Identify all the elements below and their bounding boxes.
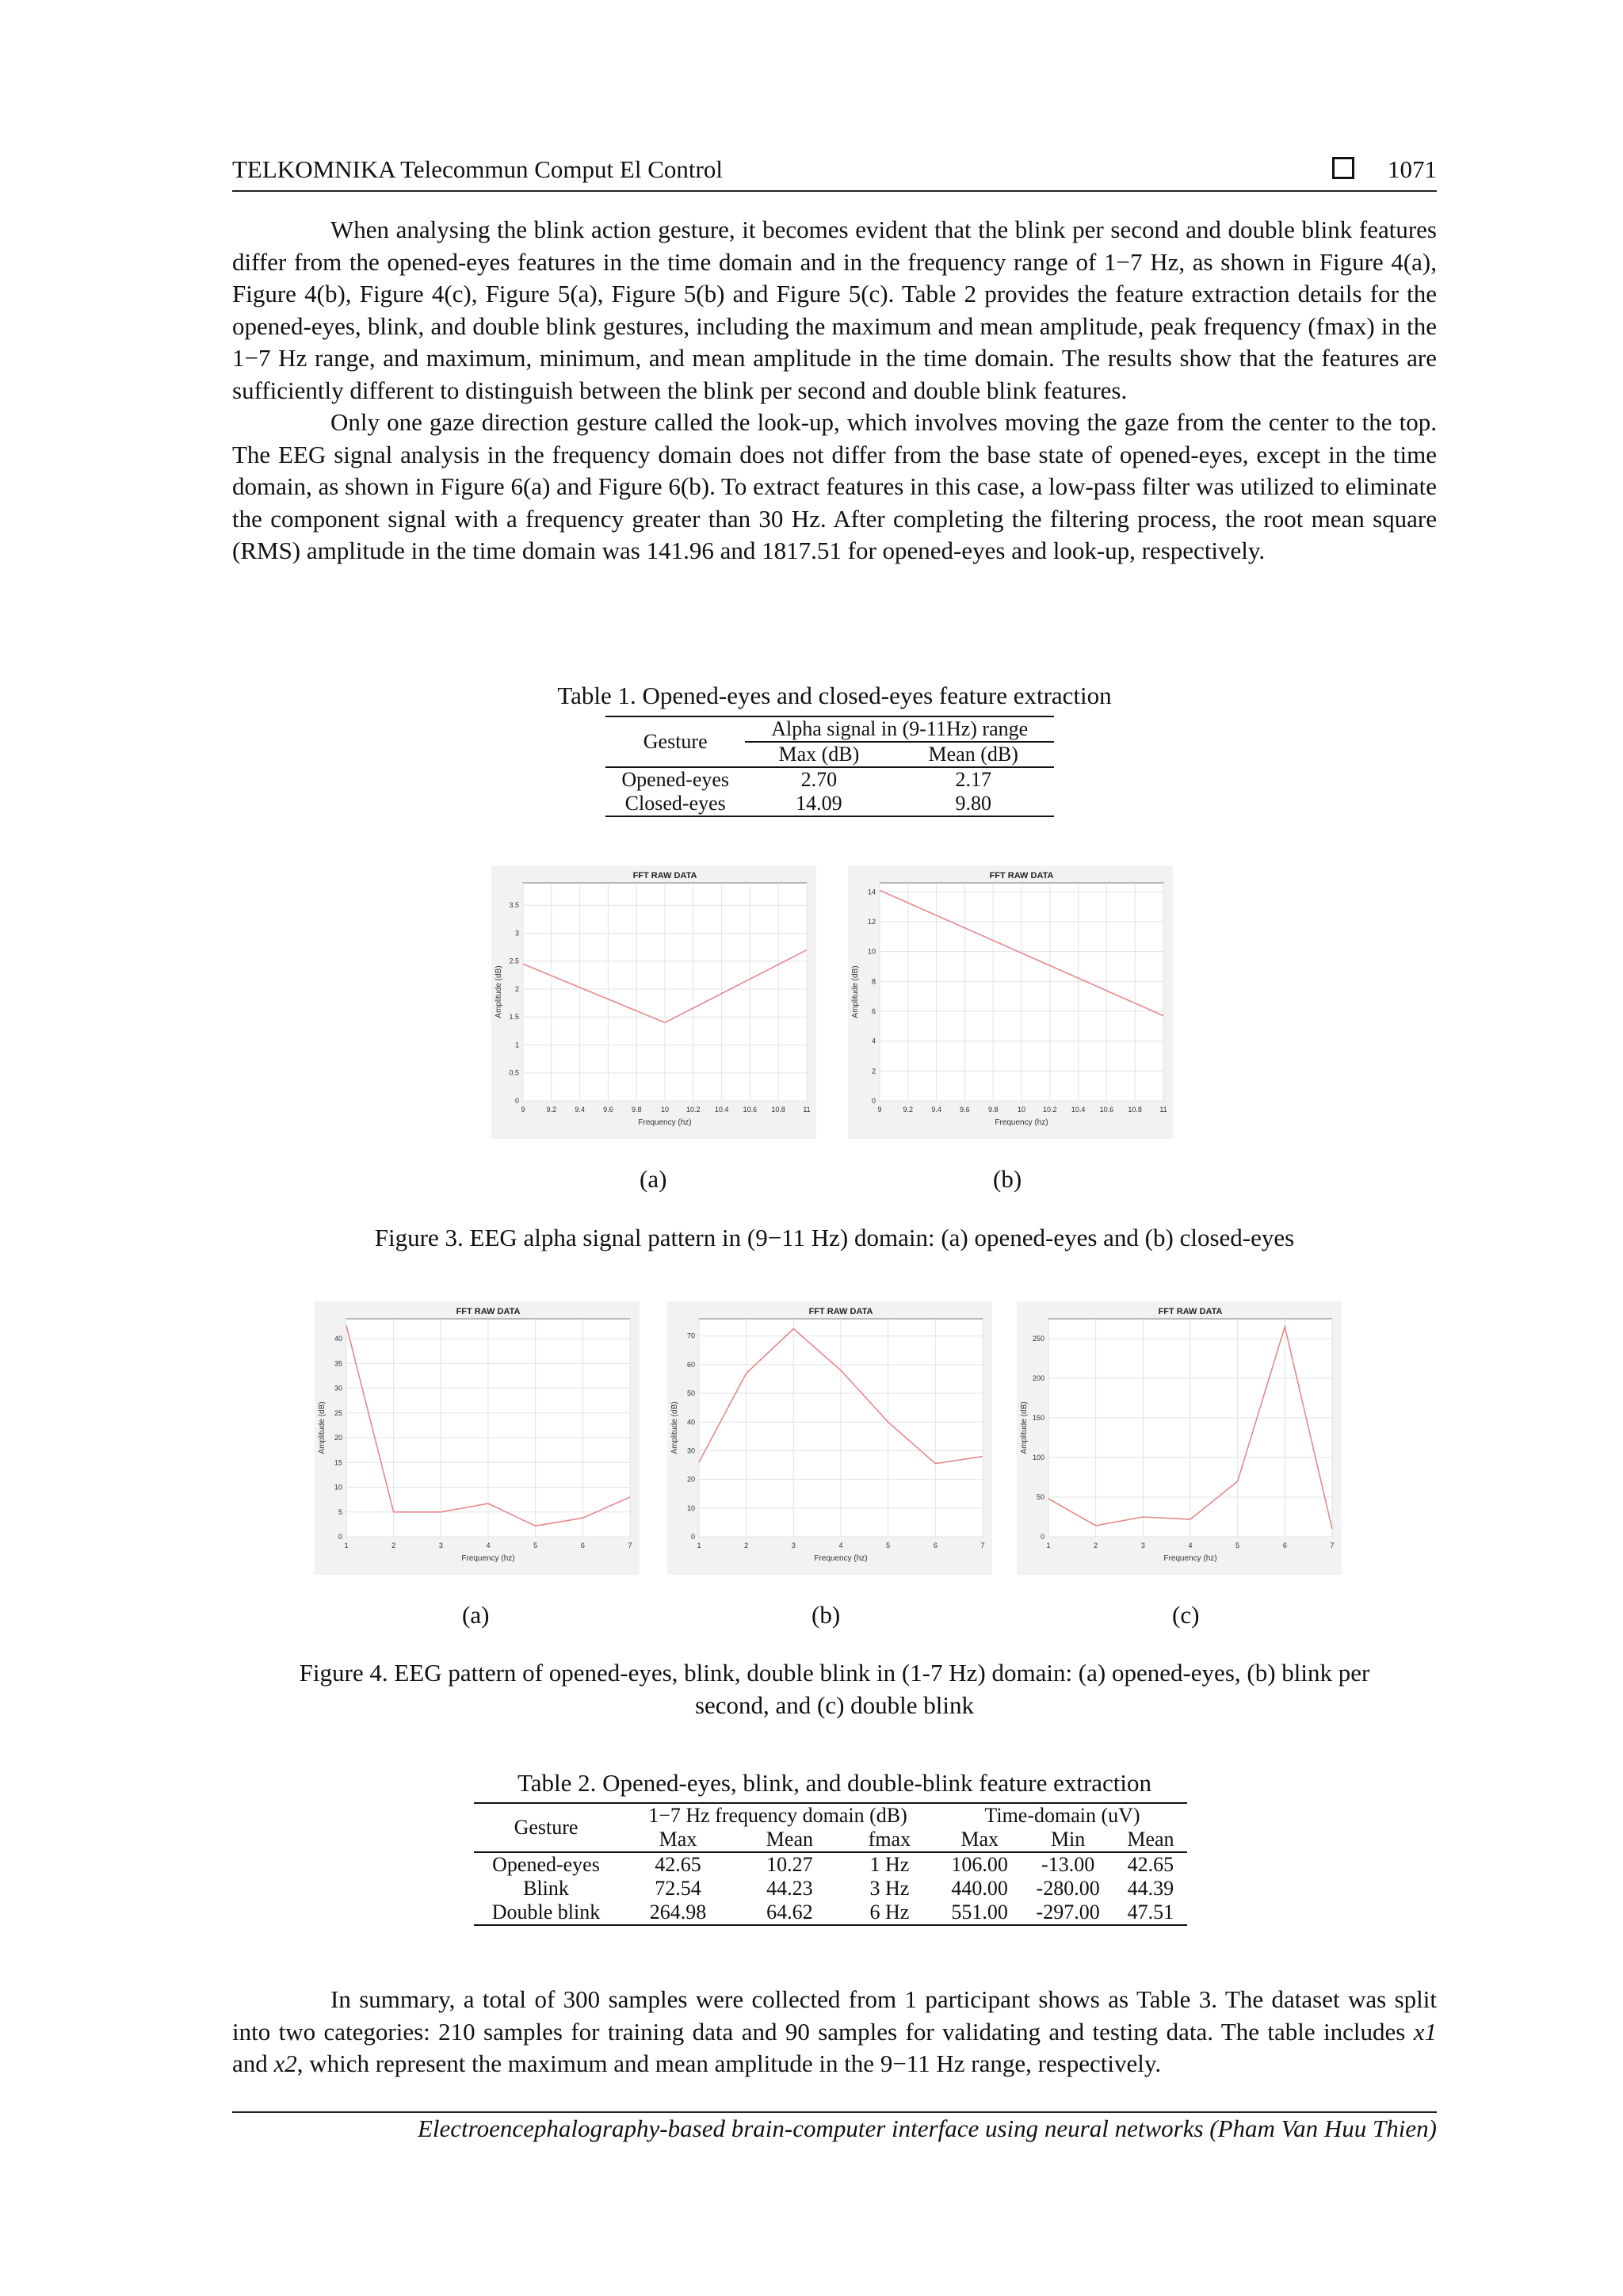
x-tick-label: 11: [803, 1106, 811, 1114]
fig3-sublabel-b: (b): [993, 1165, 1022, 1193]
x-tick-label: 6: [1282, 1541, 1287, 1549]
y-tick-label: 5: [338, 1507, 342, 1516]
journal-name: TELKOMNIKA Telecommun Comput El Control: [232, 155, 723, 183]
x-tick-label: 1: [697, 1541, 701, 1549]
x-tick-label: 7: [1330, 1541, 1335, 1549]
x-tick-label: 3: [1140, 1541, 1145, 1549]
x-tick-label: 10.8: [771, 1106, 785, 1114]
x-tick-label: 6: [580, 1541, 585, 1549]
y-tick-label: 2: [514, 984, 519, 993]
fig3a-svg: [491, 865, 816, 1139]
x-axis-label: Frequency (hz): [461, 1554, 515, 1563]
x-tick-label: 3: [438, 1541, 443, 1549]
x-tick-label: 10.4: [714, 1106, 729, 1114]
y-axis-label: Amplitude (dB): [495, 965, 503, 1018]
y-tick-label: 60: [686, 1360, 695, 1369]
table-row: Closed-eyes 14.09 9.80: [605, 792, 1054, 816]
chart-title: FFT RAW DATA: [632, 871, 697, 881]
fig4c-chart: [1017, 1301, 1342, 1575]
y-tick-label: 40: [334, 1335, 342, 1343]
x-tick-label: 2: [1094, 1541, 1098, 1549]
x-tick-label: 1: [344, 1541, 349, 1549]
x-axis-label: Frequency (hz): [638, 1118, 692, 1127]
table1-header-mean: Mean (dB): [928, 743, 1018, 766]
table2-header-time: Time-domain (uV): [984, 1804, 1140, 1827]
square-bullet-icon: [1332, 157, 1354, 179]
footer-rule: [232, 2111, 1437, 2113]
y-tick-label: 15: [334, 1458, 342, 1467]
x-tick-label: 9: [877, 1106, 882, 1114]
x-tick-label: 10.2: [686, 1106, 701, 1114]
y-tick-label: 1: [514, 1041, 519, 1049]
table-row: Blink 72.54 44.23 3 Hz 440.00 -280.00 44.39: [523, 1877, 1174, 1900]
y-tick-label: 0.5: [509, 1068, 519, 1077]
y-tick-label: 250: [1032, 1335, 1044, 1343]
page-number-group: [1332, 155, 1437, 184]
y-tick-label: 10: [334, 1483, 342, 1492]
y-tick-label: 2: [871, 1067, 876, 1075]
x-tick-label: 7: [980, 1541, 985, 1549]
table2-caption: Table 2. Opened-eyes, blink, and double-blink feature extraction: [517, 1769, 1152, 1797]
y-tick-label: 150: [1032, 1414, 1044, 1422]
y-tick-label: 2.5: [509, 957, 519, 965]
table1-header-gesture: Gesture: [605, 716, 745, 767]
fig3-sublabel-a: (a): [640, 1165, 667, 1193]
y-tick-label: 20: [686, 1475, 695, 1484]
x-tick-label: 10.6: [743, 1106, 758, 1114]
running-header: [232, 155, 1437, 192]
x-axis-label: Frequency (hz): [1163, 1554, 1217, 1563]
y-tick-label: 50: [686, 1389, 695, 1398]
math-x2: x2: [273, 2050, 297, 2077]
x-tick-label: 10.8: [1128, 1106, 1142, 1114]
math-x1: x1: [1413, 2017, 1437, 2046]
fig3a-chart: [491, 865, 816, 1139]
y-tick-label: 0: [871, 1097, 876, 1105]
y-tick-label: 40: [686, 1418, 695, 1427]
y-tick-label: 25: [334, 1408, 342, 1417]
table1-header-max: Max (dB): [778, 743, 860, 766]
table1-header-group: Alpha signal in (9-11Hz) range: [745, 716, 1054, 742]
x-tick-label: 4: [486, 1541, 491, 1549]
x-tick-label: 7: [628, 1541, 632, 1549]
x-tick-label: 6: [933, 1541, 938, 1549]
x-tick-label: 5: [533, 1541, 538, 1549]
chart-title: FFT RAW DATA: [1158, 1307, 1223, 1316]
x-tick-label: 10: [1017, 1106, 1026, 1114]
x-tick-label: 11: [1159, 1106, 1167, 1114]
fig4-sublabel-c: (c): [1172, 1601, 1200, 1629]
table1: [605, 716, 1054, 817]
y-tick-label: 70: [686, 1331, 695, 1340]
x-tick-label: 10.2: [1043, 1106, 1057, 1114]
paragraph-blink-analysis: When analysing the blink action gesture, it becomes evident that the blink per second and double blink features differ from the opened-eyes features in the time domain and in the frequency range of 1−7 Hz, as shown in Figure 4(a), Figure 4(b), Figure 4(c), Figure 5(a), Figure 5(b) and Figure 5(c). Table 2 provides the feature extraction details for the opened-eyes, blink, and double blink gestures, including the maximum and mean amplitude, peak frequency (fmax) in the 1−7 Hz range, and maximum, minimum, and mean amplitude in the time domain. The results show that the features are sufficiently different to distinguish between the blink per second and double blink features.: [232, 216, 1437, 404]
fig4a-svg: [315, 1301, 640, 1575]
y-axis-label: Amplitude (dB): [318, 1401, 327, 1454]
chart-title: FFT RAW DATA: [808, 1307, 873, 1316]
y-tick-label: 20: [334, 1434, 342, 1442]
y-axis-label: Amplitude (dB): [851, 965, 860, 1018]
fig4c-svg: [1017, 1301, 1342, 1575]
x-tick-label: 5: [886, 1541, 891, 1549]
body-text-bottom: [232, 1984, 1437, 2080]
x-axis-label: Frequency (hz): [995, 1118, 1048, 1127]
y-tick-label: 8: [871, 977, 876, 986]
x-axis-label: Frequency (hz): [814, 1554, 868, 1563]
x-tick-label: 9.8: [631, 1106, 642, 1114]
y-tick-label: 6: [871, 1007, 876, 1015]
x-tick-label: 2: [744, 1541, 749, 1549]
figure4-caption: Figure 4. EEG pattern of opened-eyes, blink, double blink in (1-7 Hz) domain: (a) opened-eyes, (b) blink per second, and (c) double blink: [299, 1659, 1370, 1719]
table-row: Opened-eyes 42.65 10.27 1 Hz 106.00 -13.00 42.65: [492, 1853, 1174, 1876]
table2-header-freq: 1−7 Hz frequency domain (dB): [648, 1804, 907, 1827]
table-row: Opened-eyes 2.70 2.17: [621, 768, 991, 791]
x-tick-label: 10.6: [1099, 1106, 1114, 1114]
fig4a-chart: [315, 1301, 640, 1575]
x-tick-label: 9.4: [931, 1106, 941, 1114]
x-tick-label: 9.2: [903, 1106, 914, 1114]
x-tick-label: 9.4: [575, 1106, 585, 1114]
x-tick-label: 1: [1046, 1541, 1051, 1549]
x-tick-label: 3: [791, 1541, 796, 1549]
y-tick-label: 0: [338, 1533, 342, 1541]
x-tick-label: 9.8: [987, 1106, 999, 1114]
paragraph-summary: In summary, a total of 300 samples were collected from 1 participant shows as Table 3. The dataset was split into two categories: 210 samples for training data and 90 samples for validating and testing data. The table includes x1 and x2, which represent the maximum and mean amplitude in the 9−11 Hz range, respectively.: [232, 1985, 1437, 2077]
y-tick-label: 10: [867, 947, 876, 956]
x-tick-label: 10: [660, 1106, 670, 1114]
y-tick-label: 3.5: [509, 901, 519, 910]
table2-header-gesture: Gesture: [474, 1803, 618, 1852]
fig4b-chart: [667, 1301, 992, 1575]
y-tick-label: 30: [334, 1384, 342, 1392]
x-tick-label: 9.6: [603, 1106, 613, 1114]
y-axis-label: Amplitude (dB): [670, 1401, 679, 1454]
figure3-caption: Figure 3. EEG alpha signal pattern in (9−11 Hz) domain: (a) opened-eyes and (b) closed-eyes: [374, 1224, 1295, 1251]
table1-caption: Table 1. Opened-eyes and closed-eyes feature extraction: [557, 682, 1112, 709]
fig3b-svg: [848, 865, 1173, 1139]
y-tick-label: 4: [871, 1037, 876, 1045]
y-tick-label: 35: [334, 1359, 342, 1368]
body-text-top: [232, 214, 1437, 567]
y-tick-label: 3: [514, 929, 519, 938]
paragraph-look-up: Only one gaze direction gesture called the look-up, which involves moving the gaze from the center to the top. The EEG signal analysis in the frequency domain does not differ from the base state of opened-eyes, except in the time domain, as shown in Figure 6(a) and Figure 6(b). To extract features in this case, a low-pass filter was utilized to eliminate the component signal with a frequency greater than 30 Hz. After completing the filtering process, the root mean square (RMS) amplitude in the time domain was 141.96 and 1817.51 for opened-eyes and look-up, respectively.: [232, 408, 1437, 564]
x-tick-label: 9.6: [960, 1106, 970, 1114]
y-tick-label: 1.5: [509, 1013, 519, 1022]
y-tick-label: 10: [686, 1503, 695, 1512]
x-tick-label: 9.2: [546, 1106, 557, 1114]
y-tick-label: 0: [514, 1097, 519, 1105]
y-tick-label: 50: [1036, 1493, 1044, 1501]
fig4-sublabel-b: (b): [812, 1601, 841, 1629]
y-tick-label: 0: [1040, 1533, 1044, 1541]
y-tick-label: 30: [686, 1446, 695, 1455]
running-footer: Electroencephalography-based brain-computer interface using neural networks (Pham Van Huu Thien): [418, 2115, 1437, 2142]
x-tick-label: 5: [1235, 1541, 1240, 1549]
chart-title: FFT RAW DATA: [989, 871, 1054, 881]
chart-title: FFT RAW DATA: [456, 1307, 521, 1316]
x-tick-label: 2: [391, 1541, 396, 1549]
page-number: 1071: [1388, 155, 1437, 183]
x-tick-label: 4: [1188, 1541, 1193, 1549]
x-tick-label: 9: [521, 1106, 525, 1114]
table2: Gesture 1−7 Hz frequency domain (dB) Time-domain (uV) Max Mean fmax Max Min Mean Opened-eyes 42.65 10.27 1 Hz 106.00 -13.00 42.65 Blink 72.54 44.23 3 Hz 440.00 -280.00 44.39 Double blink 264.98 64.62 6 Hz 551.00 -297.00 47.51: [474, 1802, 1187, 1926]
y-axis-label: Amplitude (dB): [1020, 1401, 1029, 1454]
y-tick-label: 0: [690, 1533, 695, 1541]
y-tick-label: 12: [867, 917, 876, 926]
y-tick-label: 14: [867, 888, 876, 896]
y-tick-label: 100: [1032, 1454, 1044, 1461]
y-tick-label: 200: [1032, 1374, 1044, 1382]
x-tick-label: 10.4: [1071, 1106, 1086, 1114]
fig4-sublabel-a: (a): [462, 1601, 490, 1629]
fig4b-svg: [667, 1301, 992, 1575]
x-tick-label: 4: [838, 1541, 843, 1549]
fig3b-chart: [848, 865, 1173, 1139]
table-row: Double blink 264.98 64.62 6 Hz 551.00 -297.00 47.51: [474, 1901, 1187, 1925]
